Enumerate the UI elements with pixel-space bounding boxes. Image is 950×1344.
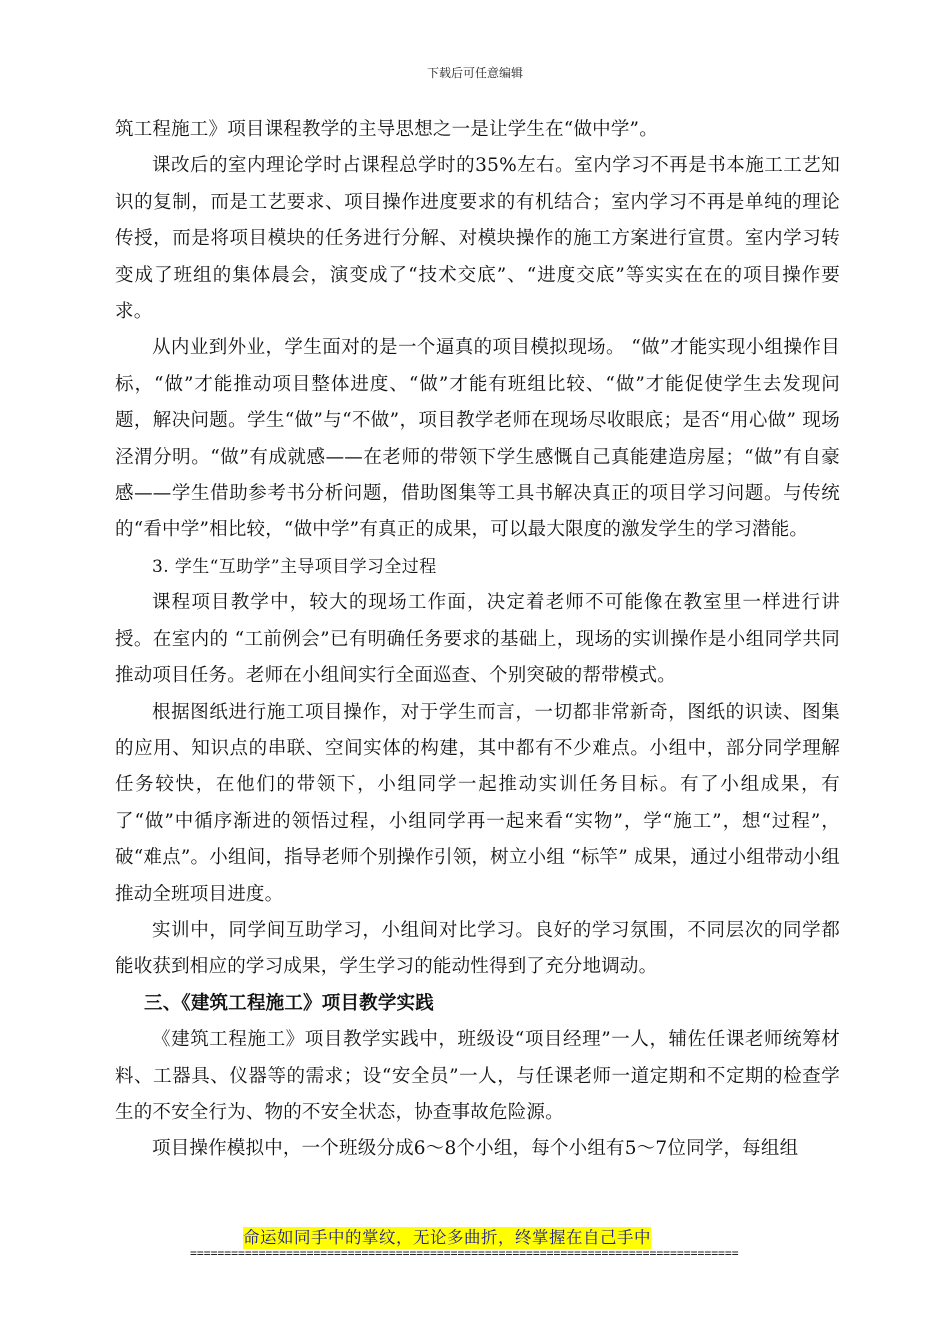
paragraph-peer-learning: 实训中，同学间互助学习，小组间对比学习。良好的学习氛围，不同层次的同学都能收获到相应的学习成果，学生学习的能动性得到了充分地调动。 xyxy=(115,919,840,978)
paragraph-continuation: 筑工程施工》项目课程教学的主导思想之一是让学生在“做中学”。 xyxy=(115,119,658,140)
section-heading-practice: 三、《建筑工程施工》项目教学实践 xyxy=(144,992,434,1014)
paragraph-learning-by-doing: 从内业到外业，学生面对的是一个逼真的项目模拟现场。 “做”才能实现小组操作目标，“做”才能推动项目整体进度、“做”才能有班组比较、“做”才能促使学生去发现问题，解决问题。学生“做”与“不做”，项目教学老师在现场尽收眼底；是否“用心做” 现场泾渭分明。“做”有成就感——在老师的带领下学生感慨自己真能建造房屋；“做”有自豪感——学生借助参考书分析问题，借助图集等工具书解决真正的项目学习问题。与传统的“看中学”相比较，“做中学”有真正的成果，可以最大限度的激发学生的学习潜能。 xyxy=(115,337,840,541)
paragraph-indoor-learning: 课改后的室内理论学时占课程总学时的35%左右。室内学习不再是书本施工工艺知识的复制，而是工艺要求、项目操作进度要求的有机结合；室内学习不再是单纯的理论传授，而是将项目模块的任务进行分解、对模块操作的施工方案进行宣贯。室内学习转变成了班组的集体晨会，演变成了“技术交底”、“进度交底”等实实在在的项目操作要求。 xyxy=(115,155,840,323)
paragraph-group-division: 项目操作模拟中，一个班级分成6～8个小组，每个小组有5～7位同学，每组组 xyxy=(152,1138,799,1160)
section-heading-mutual-learning: 3. 学生“互助学”主导项目学习全过程 xyxy=(152,556,437,577)
paragraph-site-teaching: 课程项目教学中，较大的现场工作面，决定着老师不可能像在教室里一样进行讲授。在室内的 “工前例会”已有明确任务要求的基础上，现场的实训操作是小组同学共同推动项目任务。老师在小组间实行全面巡查、个别突破的帮带模式。 xyxy=(115,592,840,687)
footer-divider: ================================================================================ xyxy=(190,1246,739,1260)
paragraph-class-roles: 《建筑工程施工》项目教学实践中，班级设“项目经理”一人，辅佐任课老师统筹材料、工器具、仪器等的需求；设“安全员”一人，与任课老师一道定期和不定期的检查学生的不安全行为、物的不安全状态，协查事故危险源。 xyxy=(115,1029,840,1123)
paragraph-group-progress: 根据图纸进行施工项目操作，对于学生而言，一切都非常新奇，图纸的识读、图集的应用、知识点的串联、空间实体的构建，其中都有不少难点。小组中，部分同学理解任务较快，在他们的带领下，小组同学一起推动实训任务目标。有了小组成果，有了“做”中循序渐进的领悟过程，小组同学再一起来看“实物”，学“施工”，想“过程”，破“难点”。小组间，指导老师个别操作引领，树立小组 “标竿” 成果，通过小组带动小组推动全班项目进度。 xyxy=(115,701,840,905)
footer-motto: 命运如同手中的掌纹，无论多曲折，终掌握在自己手中 xyxy=(243,1228,651,1247)
header-note: 下载后可任意编辑 xyxy=(426,66,523,80)
document-body xyxy=(115,112,840,1168)
